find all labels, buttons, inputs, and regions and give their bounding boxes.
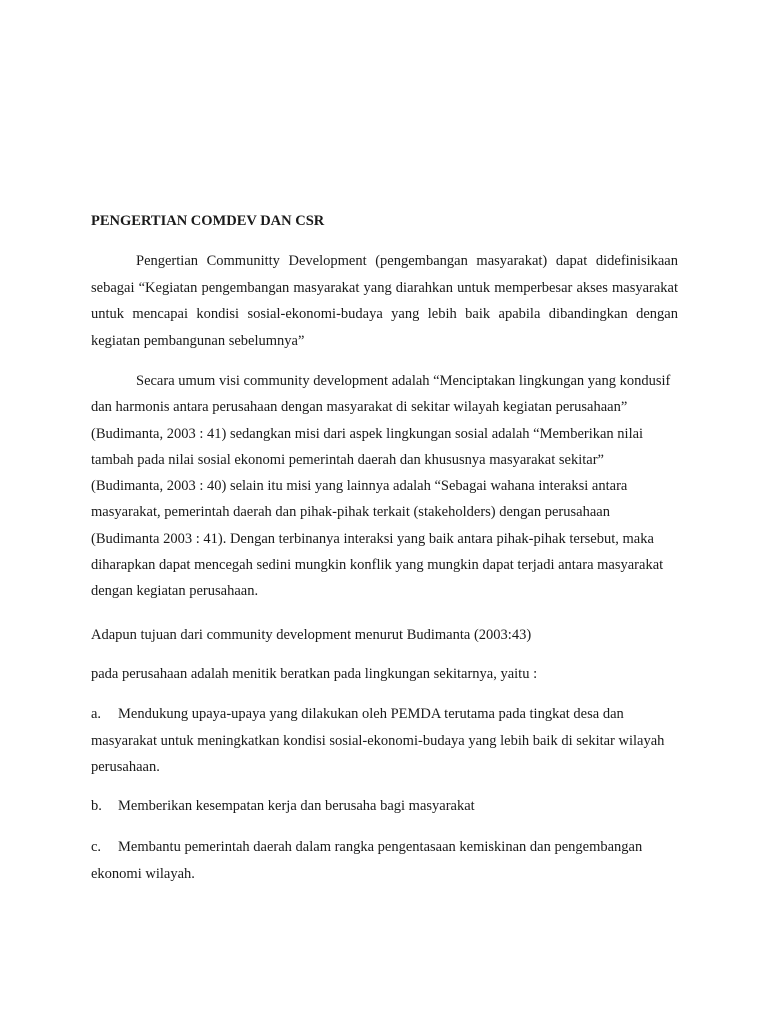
list-item: [91, 834, 678, 887]
list-item-marker: c.: [91, 839, 102, 855]
list-item: [91, 701, 678, 781]
page-title: PENGERTIAN COMDEV DAN CSR: [91, 213, 325, 229]
list-item: [91, 793, 678, 820]
list-item-marker: b.: [91, 798, 102, 814]
paragraph-purpose-intro: Adapun tujuan dari community development menurut Budimanta (2003:43): [91, 627, 532, 643]
list-item-marker: a.: [91, 706, 102, 722]
list-item-text: Membantu pemerintah daerah dalam rangka pengentasaan kemiskinan dan pengembangan ekonomi wilayah.: [91, 839, 643, 882]
paragraph-vision-mission: Secara umum visi community development adalah “Menciptakan lingkungan yang kondusif dan harmonis antara perusahaan dengan masyarakat di sekitar wilayah kegiatan perusahaan” (Budimanta, 2003 : 41) sedangkan misi dari aspek lingkungan sosial adalah “Memberikan nilai tambah pada nilai sosial ekonomi pemerintah daerah dan khususnya masyarakat sekitar” (Budimanta, 2003 : 40) selain itu misi yang lainnya adalah “Sebagai wahana interaksi antara masyarakat, pemerintah daerah dan pihak-pihak terkait (stakeholders) dengan perusahaan (Budimanta 2003 : 41). Dengan terbinanya interaksi yang baik antara pihak-pihak tersebut, maka diharapkan dapat mencegah sedini mungkin konflik yang mungkin dapat terjadi antara masyarakat dengan kegiatan perusahaan.: [91, 373, 671, 600]
list-item-text: Memberikan kesempatan kerja dan berusaha bagi masyarakat: [118, 798, 475, 814]
list-item-text: Mendukung upaya-upaya yang dilakukan oleh PEMDA terutama pada tingkat desa dan masyarakat untuk meningkatkan kondisi sosial-ekonomi-budaya yang lebih baik di sekitar wilayah perusahaan.: [91, 706, 665, 776]
paragraph-purpose-lead: pada perusahaan adalah menitik beratkan pada lingkungan sekitarnya, yaitu :: [91, 666, 538, 682]
paragraph-definition: Pengertian Communitty Development (pengembangan masyarakat) dapat didefinisikaan sebagai “Kegiatan pengembangan masyarakat yang diarahkan untuk memperbesar akses masyarakat untuk mencapai kondisi sosial-ekonomi-budaya yang lebih baik apabila dibandingkan dengan kegiatan pembangunan sebelumnya”: [91, 253, 678, 349]
